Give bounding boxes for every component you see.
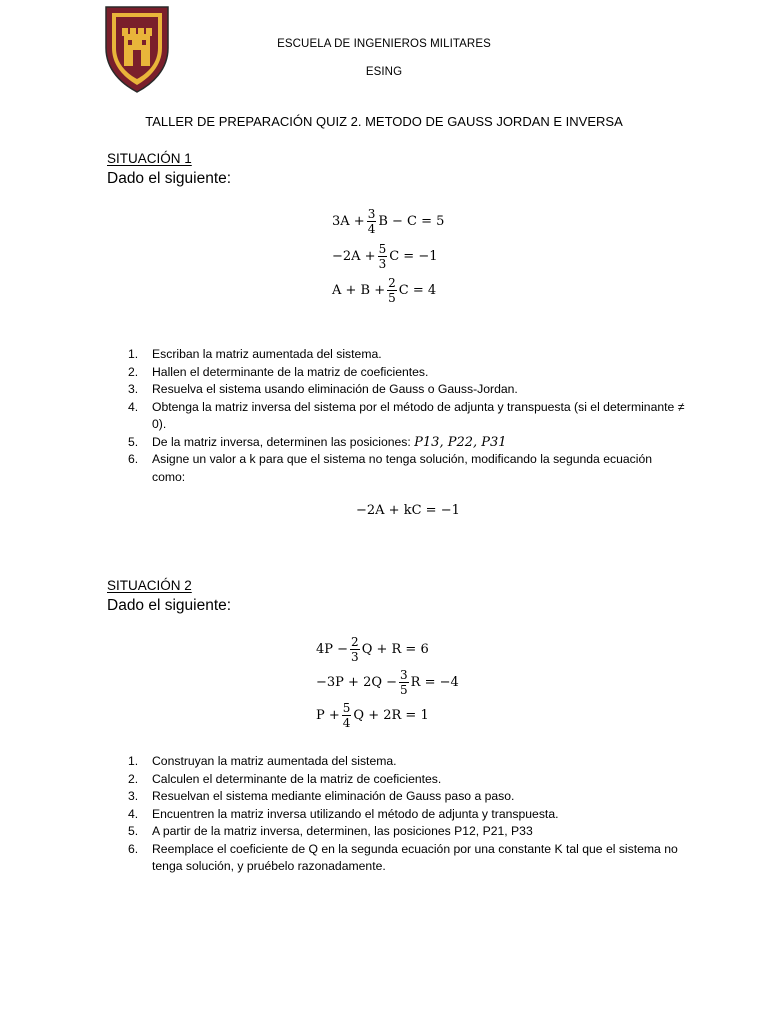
document-title: TALLER DE PREPARACIÓN QUIZ 2. METODO DE GAUSS JORDAN E INVERSA [145, 114, 623, 129]
equation-s2-2: −3P + 2Q − $\frac{3}{5}$ R = −4 [316, 668, 459, 697]
list-item: 2. Calculen el determinante de la matriz de coeficientes. [128, 771, 442, 786]
list-item: 2. Hallen el determinante de la matriz de coeficientes. [128, 364, 429, 379]
school-name: ESCUELA DE INGENIEROS MILITARES [277, 38, 491, 50]
list-item: 4. Obtenga la matriz inversa del sistema por el método de adjunta y transpuesta (si el determinante ≠ 0). [128, 399, 685, 431]
situation-1-task-list [128, 346, 688, 486]
situation-1-heading: SITUACIÓN 1 [107, 151, 192, 166]
situation-1-intro: Dado el siguiente: [107, 170, 232, 187]
list-item: 1. Escriban la matriz aumentada del sistema. [128, 347, 382, 361]
situation-2-task-list [128, 753, 688, 876]
list-item: 5. A partir de la matriz inversa, determinen, las posiciones P12, P21, P33 [128, 824, 533, 838]
list-item: 4. Encuentren la matriz inversa utilizando el método de adjunta y transpuesta. [128, 806, 559, 821]
list-item: 5. De la matriz inversa, determinen las posiciones: P13, P22, P31 [128, 434, 507, 450]
modified-equation: −2A + kC = −1 [356, 503, 460, 518]
equation-s1-3: A + B + $\frac{2}{5}$ C = 4 [332, 276, 437, 305]
list-item: 3. Resuelva el sistema usando eliminación de Gauss o Gauss-Jordan. [128, 382, 518, 396]
equation-s2-3: P + $\frac{5}{4}$ Q + 2R = 1 [316, 701, 429, 730]
list-item: 3. Resuelvan el sistema mediante eliminación de Gauss paso a paso. [128, 789, 515, 803]
situation-2-heading: SITUACIÓN 2 [107, 578, 192, 593]
school-acronym: ESING [365, 66, 403, 78]
equation-s1-1: 3A + $\frac{3}{4}$ B − C = 5 [332, 207, 445, 236]
situation-2-intro: Dado el siguiente: [107, 597, 232, 614]
list-item: 6. Reemplace el coeficiente de Q en la segunda ecuación por una constante K tal que el sistema no tenga solución, y pruébelo razonadamente. [128, 841, 678, 873]
equation-s1-2: −2A + $\frac{5}{3}$ C = −1 [332, 242, 438, 271]
list-item: 6. Asigne un valor a k para que el sistema no tenga solución, modificando la segunda ecuación como: [128, 452, 653, 484]
list-item: 1. Construyan la matriz aumentada del sistema. [128, 754, 397, 768]
equation-s2-1: 4P − $\frac{2}{3}$ Q + R = 6 [316, 635, 429, 664]
